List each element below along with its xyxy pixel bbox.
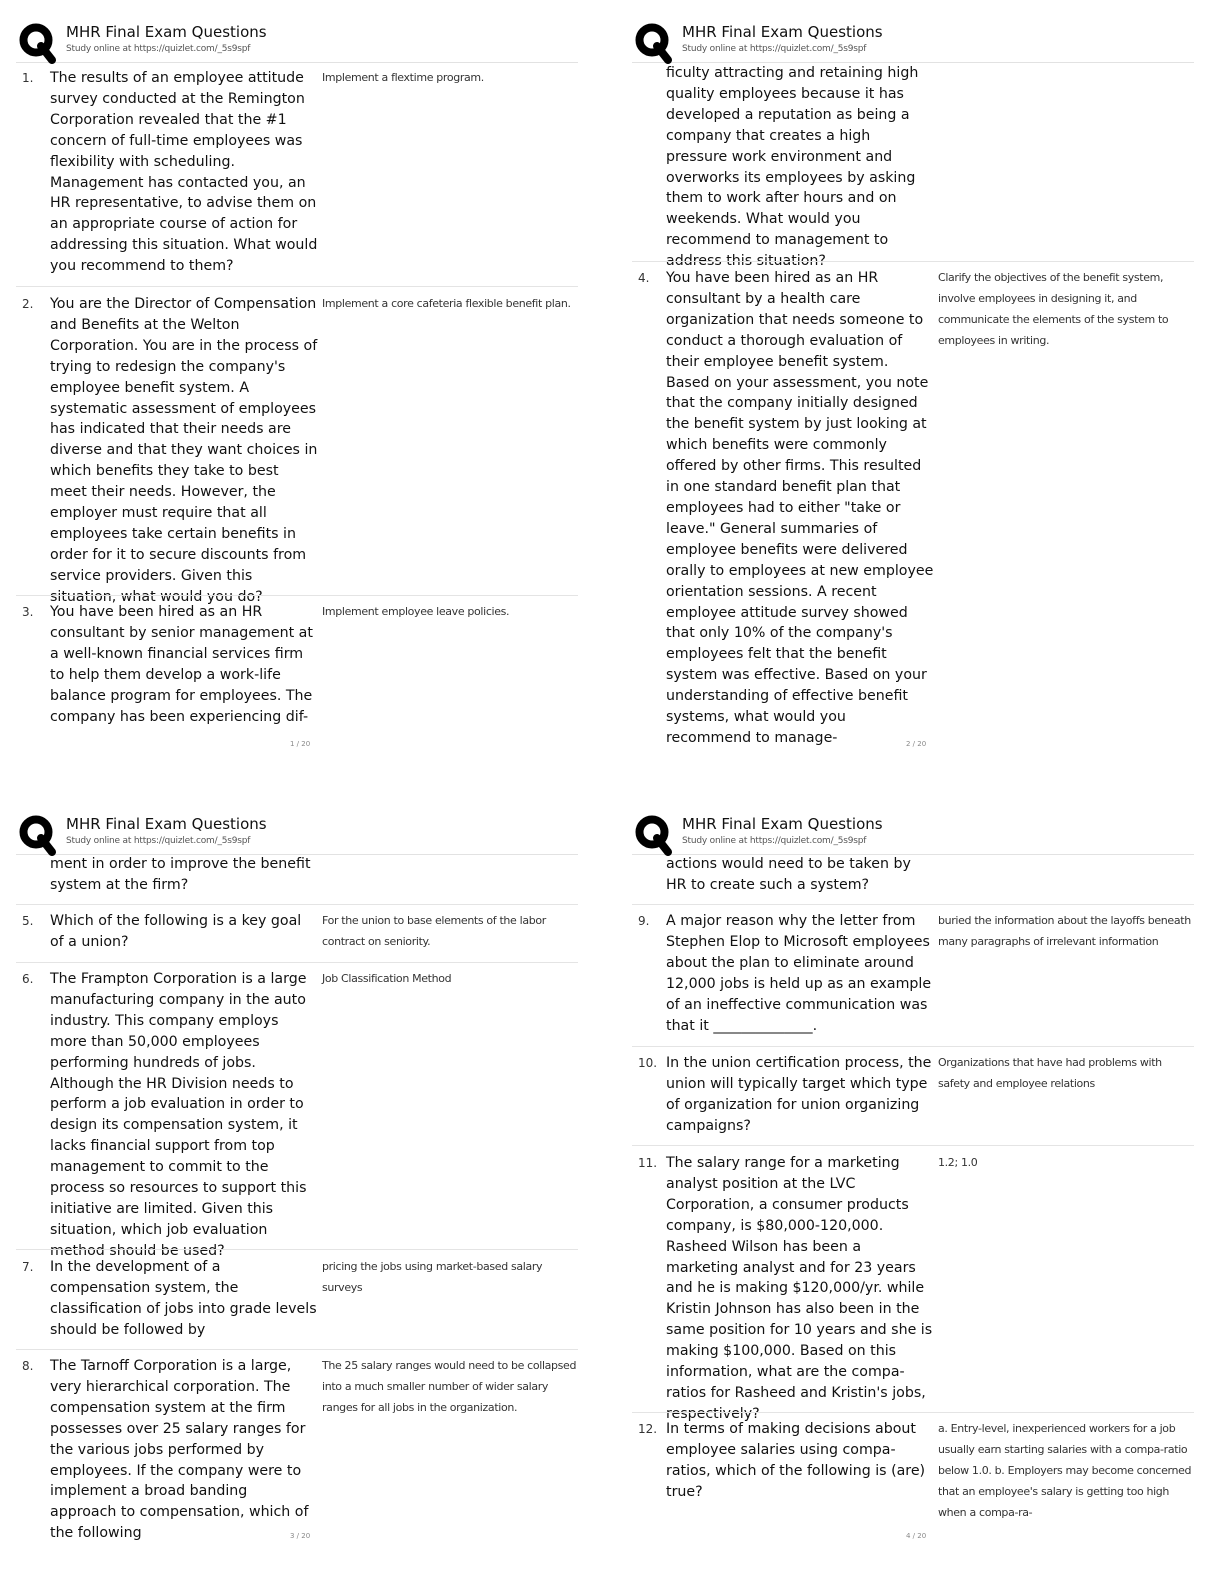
page-header bbox=[632, 20, 1194, 63]
question-number: 6. bbox=[22, 972, 34, 986]
answer-text: 1.2; 1.0 bbox=[938, 1156, 978, 1169]
question-text: In terms of making decisions about employee salaries using compa-ratios, which of the following is (are) true? bbox=[666, 1421, 926, 1500]
answer-text: Organizations that have had problems with safety and employee relations bbox=[938, 1056, 1162, 1090]
quizlet-logo-icon bbox=[16, 20, 60, 64]
document-page-3 bbox=[0, 792, 600, 1552]
question-number: 10. bbox=[638, 1056, 658, 1070]
question-text: In the development of a compensation system, the classification of jobs into grade levels should be followed by bbox=[50, 1259, 317, 1338]
question-3 bbox=[16, 595, 578, 725]
study-online-link[interactable]: Study online at https://quizlet.com/_5s9spf bbox=[66, 836, 251, 846]
question-text: The results of an employee attitude survey conducted at the Remington Corporation revealed that the #1 concern of full-time employees was flexibility with scheduling. Management has contacted you, an HR representative, to advise them on an appropriate course of action for addressing this situation. What would you recommend to them? bbox=[50, 70, 318, 275]
question-text: The salary range for a marketing analyst position at the LVC Corporation, a consumer products company, is $80,000-120,000. Rasheed Wilson has been a marketing analyst and for 23 years and he is making $120,000/yr. while Kristin Johnson has also been in the same position for 10 years and she is making $100,000. Based on this information, what are the compa-ratios for Rasheed and Kristin's jobs, respectively? bbox=[666, 1155, 933, 1422]
question-6 bbox=[16, 962, 578, 1259]
study-online-link[interactable]: Study online at https://quizlet.com/_5s9spf bbox=[682, 836, 867, 846]
question-text: In the union certification process, the union will typically target which type of organization for union organizing campaigns? bbox=[666, 1055, 932, 1134]
question-text: The Frampton Corporation is a large manufacturing company in the auto industry. This company employs more than 50,000 employees performing hundreds of jobs. Although the HR Division needs to perform a job evaluation in order to design its compensation system, it lacks financial support from top management to commit to the process so resources to support this initiative are limited. Given this situation, which job evaluation method should be used? bbox=[50, 971, 307, 1259]
question-number: 11. bbox=[638, 1156, 658, 1170]
answer-text: For the union to base elements of the labor contract on seniority. bbox=[322, 914, 546, 948]
question-9 bbox=[632, 904, 1194, 1034]
study-online-link[interactable]: Study online at https://quizlet.com/_5s9spf bbox=[66, 44, 251, 54]
question-11 bbox=[632, 1145, 1194, 1422]
page-title: MHR Final Exam Questions bbox=[66, 815, 267, 833]
question-text: You are the Director of Compensation and Benefits at the Welton Corporation. You are in the process of trying to redesign the company's employee benefit system. A systematic assessment of employees has indicated that their needs are diverse and that they want choices in which benefits they take to best meet their needs. However, the employer must require that all employees take certain benefits in order for it to secure discounts from service providers. Given this situation, what would you do? bbox=[50, 296, 318, 605]
continued-question-text: ment in order to improve the benefit system at the firm? bbox=[50, 856, 311, 893]
answer-text: buried the information about the layoffs beneath many paragraphs of irrelevant information bbox=[938, 914, 1191, 948]
page-header bbox=[16, 812, 578, 855]
page-number: 4 / 20 bbox=[906, 1532, 927, 1540]
question-text: The Tarnoff Corporation is a large, very hierarchical corporation. The compensation system at the firm possesses over 25 salary ranges for the various jobs performed by employees. If the company were to implement a broad banding approach to compensation, which of the following bbox=[50, 1358, 309, 1542]
question-7 bbox=[16, 1249, 578, 1338]
page-number: 2 / 20 bbox=[906, 740, 927, 748]
page-number: 1 / 20 bbox=[290, 740, 311, 748]
question-text: You have been hired as an HR consultant by senior management at a well-known financial services firm to help them develop a work-life balance program for employees. The company has been experiencing dif- bbox=[50, 604, 313, 725]
question-number: 12. bbox=[638, 1422, 658, 1436]
page-title: MHR Final Exam Questions bbox=[66, 23, 267, 41]
question-number: 9. bbox=[638, 914, 650, 928]
question-number: 4. bbox=[638, 271, 650, 285]
question-number: 3. bbox=[22, 605, 34, 619]
quizlet-logo-icon bbox=[16, 812, 60, 856]
quizlet-logo-icon bbox=[632, 812, 676, 856]
answer-text: Clarify the objectives of the benefit system, involve employees in designing it, and communicate the elements of the system to employees in writing. bbox=[938, 271, 1169, 347]
page-title: MHR Final Exam Questions bbox=[682, 23, 883, 41]
page-header bbox=[16, 20, 578, 63]
question-text: Which of the following is a key goal of a union? bbox=[50, 913, 302, 950]
answer-text: Job Classification Method bbox=[322, 972, 452, 985]
document-page-1 bbox=[0, 0, 600, 760]
page-title: MHR Final Exam Questions bbox=[682, 815, 883, 833]
answer-text: Implement a flextime program. bbox=[322, 71, 484, 84]
study-online-link[interactable]: Study online at https://quizlet.com/_5s9spf bbox=[682, 44, 867, 54]
question-12 bbox=[632, 1412, 1194, 1519]
question-5 bbox=[16, 904, 578, 950]
answer-text: The 25 salary ranges would need to be collapsed into a much smaller number of wider salary ranges for all jobs in the organization. bbox=[322, 1359, 577, 1414]
answer-text: a. Entry-level, inexperienced workers for a job usually earn starting salaries with a compa-ratio below 1.0. b. Employers may become concerned that an employee's salary is getting too high when a compa-ra- bbox=[938, 1422, 1192, 1519]
continued-question-text: actions would need to be taken by HR to create such a system? bbox=[666, 856, 911, 893]
question-number: 7. bbox=[22, 1260, 34, 1274]
question-2 bbox=[16, 286, 578, 605]
page-number: 3 / 20 bbox=[290, 1532, 311, 1540]
question-10 bbox=[632, 1046, 1194, 1134]
question-number: 8. bbox=[22, 1359, 34, 1373]
continued-question-text: ficulty attracting and retaining high quality employees because it has developed a reputation as being a company that creates a high pressure work environment and overworks its employees by asking them to work after hours and on weekends. What would you recommend to management to address this situation? bbox=[666, 65, 919, 270]
question-text: A major reason why the letter from Stephen Elop to Microsoft employees about the plan to eliminate around 12,000 jobs is held up as an example of an ineffective communication was that it ______________. bbox=[666, 913, 932, 1034]
answer-text: Implement a core cafeteria flexible benefit plan. bbox=[322, 297, 571, 310]
question-number: 1. bbox=[22, 71, 34, 85]
question-text: You have been hired as an HR consultant by a health care organization that needs someone to conduct a thorough evaluation of their employee benefit system. Based on your assessment, you note that the company initially designed the benefit system by just looking at which benefits were commonly offered by other firms. This resulted in one standard benefit plan that employees had to either "take or leave." General summaries of employee benefits were delivered orally to employees at new employee orientation sessions. A recent employee attitude survey showed that only 10% of the company's employees felt that the benefit system was effective. Based on your understanding of effective benefit systems, what would you recommend to manage- bbox=[666, 270, 934, 746]
quizlet-logo-icon bbox=[632, 20, 676, 64]
page-header bbox=[632, 812, 1194, 855]
document-page-4 bbox=[616, 792, 1216, 1552]
question-number: 5. bbox=[22, 914, 34, 928]
answer-text: Implement employee leave policies. bbox=[322, 605, 510, 618]
answer-text: pricing the jobs using market-based salary surveys bbox=[322, 1260, 543, 1294]
document-page-2 bbox=[616, 0, 1216, 760]
question-number: 2. bbox=[22, 297, 34, 311]
